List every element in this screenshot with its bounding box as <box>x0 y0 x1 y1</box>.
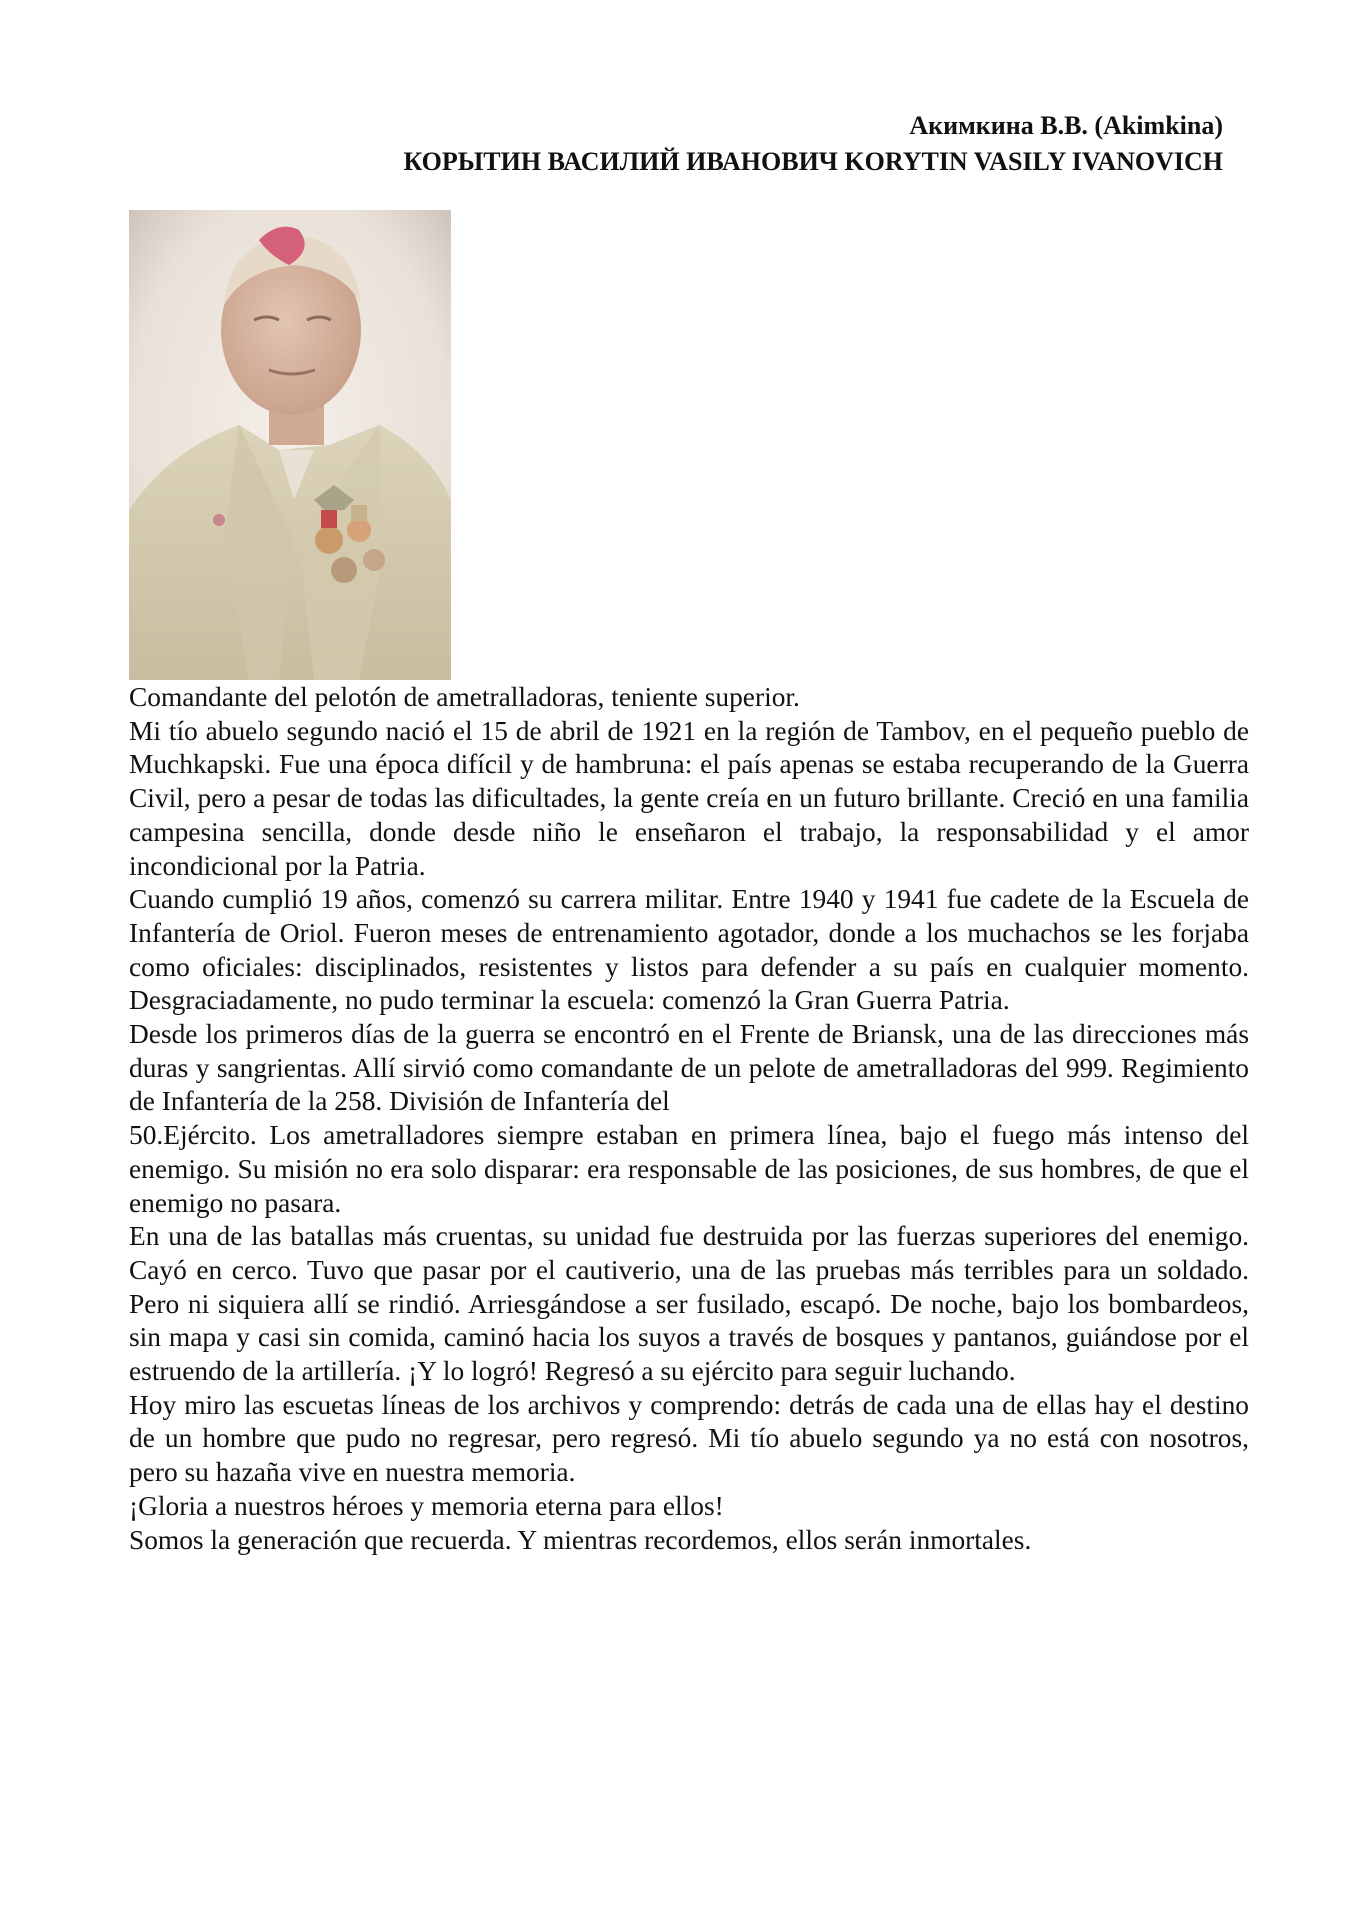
paragraph-briansk-front: Desde los primeros días de la guerra se encontró en el Frente de Briansk, una de las direcciones más duras y sangrientas. Allí sirvió como comandante de un pelote de ametralladoras del 999. Regimiento de Infantería de la 258. División de Infantería del <box>129 1019 1249 1117</box>
paragraph-closing: Somos la generación que recuerda. Y mientras recordemos, ellos serán inmortales. <box>129 1524 1032 1555</box>
portrait-photo <box>129 210 451 680</box>
paragraph-captivity-escape: En una de las batallas más cruentas, su unidad fue destruida por las fuerzas superiores del enemigo. Cayó en cerco. Tuvo que pasar por el cautiverio, una de las pruebas más terribles para un soldado. Pero ni siquiera allí se rindió. Arriesgándose a ser fusilado, escapó. De noche, bajo los bombardeos, sin mapa y casi sin comida, caminó hacia los suyos a través de bosques y pantanos, guiándose por el estruendo de la artillería. ¡Y lo logró! Regresó a su ejército para seguir luchando. <box>129 1221 1249 1387</box>
author-line: Акимкина В.В. (Akimkina) <box>909 111 1223 140</box>
portrait-illustration <box>129 210 451 680</box>
paragraph-machine-gunners: 50.Ejército. Los ametralladores siempre estaban en primera línea, bajo el fuego más intenso del enemigo. Su misión no era solo disparar: era responsable de las posiciones, de sus hombres, de que el enemigo no pasara. <box>129 1120 1249 1218</box>
subject-title: КОРЫТИН ВАСИЛИЙ ИВАНОВИЧ KORYTIN VASILY IVANOVICH <box>403 147 1223 176</box>
document-header <box>403 108 1223 180</box>
paragraph-birth: Mi tío abuelo segundo nació el 15 de abril de 1921 en la región de Tambov, en el pequeño pueblo de Muchkapski. Fue una época difícil y de hambruna: el país apenas se estaba recuperando de la Guerra Civil, pero a pesar de todas las dificultades, la gente creía en un futuro brillante. Creció en una familia campesina sencilla, donde desde niño le enseñaron el trabajo, la responsabilidad y el amor incondicional por la Patria. <box>129 715 1249 881</box>
article-body <box>129 681 1249 1557</box>
paragraph-military-school: Cuando cumplió 19 años, comenzó su carrera militar. Entre 1940 y 1941 fue cadete de la Escuela de Infantería de Oriol. Fueron meses de entrenamiento agotador, donde a los muchachos se les forjaba como oficiales: disciplinados, resistentes y listos para defender a su país en cualquier momento. Desgraciadamente, no pudo terminar la escuela: comenzó la Gran Guerra Patria. <box>129 884 1249 1016</box>
photo-caption: Comandante del pelotón de ametralladoras, teniente superior. <box>129 682 800 712</box>
paragraph-glory: ¡Gloria a nuestros héroes y memoria eterna para ellos! <box>129 1490 724 1521</box>
paragraph-memory: Hoy miro las escuetas líneas de los archivos y comprendo: detrás de cada una de ellas hay el destino de un hombre que pudo no regresar, pero regresó. Mi tío abuelo segundo ya no está con nosotros, pero su hazaña vive en nuestra memoria. <box>129 1389 1249 1488</box>
